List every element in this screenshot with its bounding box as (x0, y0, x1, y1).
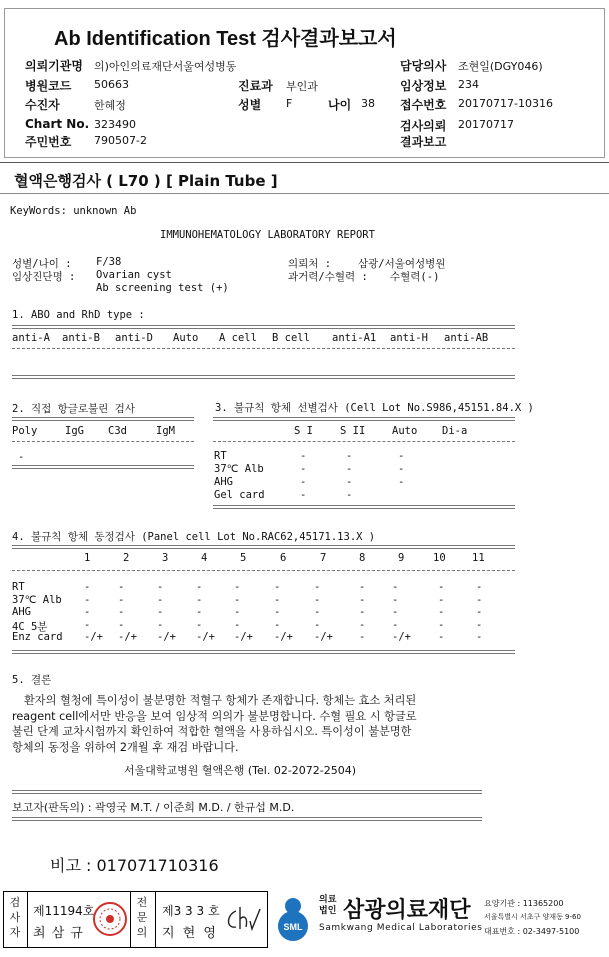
panel-cell: - (118, 606, 125, 618)
panel-cell: - (359, 581, 366, 593)
abo-column-header: A cell (219, 332, 257, 344)
panel-cell: - (118, 618, 125, 631)
dx-value-1: Ovarian cyst (96, 269, 172, 281)
panel-cell: -/+ (314, 631, 333, 643)
screen-cell: - (398, 476, 405, 488)
panel-column-header: 4 (201, 552, 208, 564)
panel-cell: - (234, 606, 241, 618)
abo-column-header: anti-AB (444, 332, 489, 344)
panel-cell: -/+ (196, 631, 215, 643)
abo-column-header: Auto (173, 332, 199, 344)
report-date-label: 결과보고 (400, 135, 447, 149)
panel-column-header: 9 (398, 552, 405, 564)
screen-cell: - (300, 476, 307, 488)
dept-value: 부인과 (286, 80, 318, 93)
panel-cell: - (476, 581, 483, 593)
chart-label: Chart No. (25, 117, 90, 131)
abo-column-header: anti-D (115, 332, 153, 344)
panel-cell: - (118, 593, 125, 606)
panel-cell: - (476, 593, 483, 606)
panel-cell: - (196, 581, 203, 593)
screen-row-label: 37℃ Alb (214, 463, 264, 475)
panel-column-header: 11 (472, 552, 485, 564)
s2-title: 2. 직접 항글로불린 검사 (12, 403, 135, 415)
corp-small: 의료법인 (319, 895, 337, 916)
age-value: 38 (361, 97, 375, 110)
panel-row-label: 37℃ Alb (12, 593, 62, 606)
lab-title: IMMUNOHEMATOLOGY LABORATORY REPORT (160, 229, 375, 241)
panel-cell: -/+ (274, 631, 293, 643)
screen-cell: - (300, 489, 307, 501)
abo-column-header: anti-B (62, 332, 100, 344)
s4-rule-mid (12, 570, 515, 571)
s3-rule-top (213, 417, 515, 421)
screen-column-header: S II (340, 425, 366, 437)
screen-cell: - (346, 489, 353, 501)
panel-cell: - (84, 593, 91, 606)
sex-value: F (286, 97, 293, 110)
panel-column-header: 1 (84, 552, 91, 564)
panel-cell: - (157, 606, 164, 618)
blood-bank: 서울대학교병원 혈액은행 (Tel. 02-2072-2504) (124, 764, 357, 777)
request-label: 검사의뢰 (400, 119, 447, 133)
screen-column-header: Auto (392, 425, 418, 437)
panel-row-label: Enz card (12, 631, 63, 643)
panel-cell: - (84, 581, 91, 593)
panel-cell: - (314, 606, 321, 618)
s4-title: 4. 불규칙 항체 동정검사 (Panel cell Lot No.RAC62,45171.13.X ) (12, 531, 376, 543)
abo-column-header: B cell (272, 332, 310, 344)
section-title: 혈액은행검사 ( L70 ) [ Plain Tube ] (14, 172, 278, 190)
panel-cell: - (438, 618, 445, 631)
conclusion-line: 환자의 혈청에 특이성이 불분명한 적혈구 항체가 존재합니다. 항체는 효소 처리된 (24, 694, 417, 707)
panel-cell: - (438, 593, 445, 606)
panel-cell: - (476, 606, 483, 618)
panel-column-header: 6 (280, 552, 287, 564)
receipt-label: 접수번호 (400, 98, 447, 112)
s1-rule-top (12, 325, 515, 329)
panel-cell: - (84, 618, 91, 631)
divider (27, 891, 28, 948)
panel-cell: - (359, 593, 366, 606)
panel-cell: - (438, 581, 445, 593)
dat-column-header: IgM (156, 425, 175, 437)
screen-column-header: S I (294, 425, 313, 437)
institution-value: 의)아인의료재단서울여성병동 (94, 60, 237, 73)
corp-name: 삼광의료재단 (343, 897, 471, 922)
screen-cell: - (300, 450, 307, 462)
panel-cell: - (314, 593, 321, 606)
dx-value-2: Ab screening test (+) (96, 282, 229, 294)
panel-cell: - (359, 618, 366, 631)
doctor-label: 담당의사 (400, 59, 447, 73)
examinee-value: 한혜정 (94, 99, 126, 112)
s1-title: 1. ABO and RhD type : (12, 309, 145, 321)
screen-cell: - (398, 450, 405, 462)
panel-cell: - (438, 631, 445, 643)
id-value: 790507-2 (94, 134, 147, 147)
screen-cell: - (398, 463, 405, 475)
reporter-rule-top (12, 790, 482, 794)
clinical-value: 234 (458, 78, 479, 91)
s3-title: 3. 불규칙 항체 선별검사 (Cell Lot No.S986,45151.84.X ) (215, 402, 534, 414)
panel-cell: - (476, 618, 483, 631)
s4-rule-bottom (12, 650, 515, 654)
panel-cell: - (359, 631, 366, 643)
panel-cell: - (196, 606, 203, 618)
screen-column-header: Di-a (442, 425, 468, 437)
logo-text: SML (283, 922, 303, 932)
panel-cell: -/+ (84, 631, 103, 643)
panel-cell: - (157, 593, 164, 606)
tester-name: 최 삼 규 (33, 926, 84, 941)
panel-cell: - (196, 593, 203, 606)
conclusion-text (12, 693, 417, 755)
screen-cell: - (300, 463, 307, 475)
sml-logo-icon (271, 894, 317, 944)
panel-cell: - (157, 618, 164, 631)
s3-rule-bottom (213, 505, 515, 509)
section-top-line (0, 162, 609, 163)
screen-cell: - (346, 476, 353, 488)
panel-cell: - (392, 606, 399, 618)
sexage-value: F/38 (96, 256, 122, 268)
screen-row-label: AHG (214, 476, 233, 488)
panel-cell: - (118, 581, 125, 593)
reg-no: 요양기관 : 11365200 (484, 899, 564, 908)
s5-title: 5. 결론 (12, 674, 52, 686)
hist-label: 과거력/수혈력 : (288, 271, 368, 283)
s2-value: - (18, 451, 25, 463)
doctor-value: 조현일(DGY046) (458, 60, 543, 73)
s2-rule-top (12, 417, 194, 421)
seal-stamp-icon (92, 901, 128, 937)
ref-value: 삼광/서울여성병원 (358, 258, 446, 270)
section-bottom-line (0, 193, 609, 194)
signature-icon (222, 901, 262, 935)
panel-cell: - (314, 618, 321, 631)
conclusion-line: 항체의 동정을 위하여 2개월 후 재검 바랍니다. (12, 740, 239, 754)
panel-cell: - (274, 593, 281, 606)
s1-rule-mid (12, 348, 515, 349)
panel-column-header: 2 (123, 552, 130, 564)
panel-cell: - (84, 606, 91, 618)
tester-no: 제11194호 (33, 904, 95, 918)
panel-cell: - (157, 581, 164, 593)
panel-cell: -/+ (118, 631, 137, 643)
abo-column-header: anti-A (12, 332, 50, 344)
institution-label: 의뢰기관명 (25, 59, 83, 73)
signature-stroke (229, 907, 261, 929)
specialist-name: 지 현 영 (162, 926, 218, 941)
s3-rule-mid (213, 441, 515, 442)
ref-label: 의뢰처 : (288, 258, 332, 270)
panel-row-label: AHG (12, 606, 31, 618)
panel-column-header: 7 (320, 552, 327, 564)
conclusion-line: 불린 단계 교차시험까지 확인하여 적합한 혈액을 사용하십시오. 특이성이 불분명한 (12, 725, 412, 738)
screen-cell: - (346, 463, 353, 475)
panel-column-header: 8 (359, 552, 366, 564)
request-value: 20170717 (458, 118, 514, 131)
panel-row-label: RT (12, 581, 25, 593)
keywords: KeyWords: unknown Ab (10, 205, 137, 217)
reporter: 보고자(판독의) : 곽영국 M.T. / 이준희 M.D. / 한규섭 M.D. (12, 801, 295, 814)
panel-cell: - (196, 618, 203, 631)
conclusion-line: reagent cell에서만 반응을 보여 임상적 의의가 불분명합니다. 수혈 필요 시 항글로 (12, 709, 417, 723)
examinee-label: 수진자 (25, 98, 60, 112)
hospital-code-label: 병원코드 (25, 79, 72, 93)
panel-cell: - (392, 581, 399, 593)
address: 서울특별시 서초구 양재동 9-60 (484, 913, 581, 921)
id-label: 주민번호 (25, 135, 72, 149)
abo-column-header: anti-H (390, 332, 428, 344)
panel-cell: - (438, 606, 445, 618)
dx-label: 임상진단명 : (12, 271, 76, 283)
chart-value: 323490 (94, 118, 136, 131)
panel-cell: - (234, 593, 241, 606)
panel-cell: - (234, 581, 241, 593)
specialist-label: 전문의 (136, 896, 148, 939)
screen-cell: - (346, 450, 353, 462)
panel-cell: -/+ (157, 631, 176, 643)
dat-column-header: IgG (65, 425, 84, 437)
panel-cell: - (274, 581, 281, 593)
panel-cell: - (359, 606, 366, 618)
panel-column-header: 10 (433, 552, 446, 564)
panel-cell: - (476, 631, 483, 643)
age-label: 나이 (328, 98, 352, 112)
hist-value: 수혈력(-) (390, 271, 440, 283)
panel-cell: - (314, 581, 321, 593)
specialist-no: 제3 3 3 호 (162, 904, 220, 918)
sex-label: 성별 (238, 98, 262, 112)
screen-row-label: RT (214, 450, 227, 462)
receipt-value: 20170717-10316 (458, 97, 553, 110)
divider (155, 891, 156, 948)
corp-eng: Samkwang Medical Laboratories (319, 923, 483, 933)
sexage-label: 성별/나이 : (12, 258, 72, 270)
note: 비고 : 017071710316 (50, 856, 219, 875)
dat-column-header: Poly (12, 425, 38, 437)
reporter-rule-bottom (12, 817, 482, 821)
dept-label: 진료과 (238, 79, 273, 93)
screen-row-label: Gel card (214, 489, 265, 501)
seal-center (106, 915, 114, 923)
panel-cell: -/+ (392, 631, 411, 643)
panel-cell: - (392, 593, 399, 606)
tester-label: 검사자 (9, 896, 21, 939)
divider (130, 891, 131, 948)
panel-cell: - (392, 618, 399, 631)
dat-column-header: C3d (108, 425, 127, 437)
s4-rule-top (12, 545, 515, 549)
panel-column-header: 3 (162, 552, 169, 564)
panel-row-label: 4C 5분 (12, 620, 48, 633)
phone: 대표번호 : 02-3497-5100 (484, 927, 580, 936)
panel-column-header: 5 (240, 552, 247, 564)
clinical-label: 임상정보 (400, 79, 447, 93)
panel-cell: - (234, 618, 241, 631)
s2-rule-bottom (12, 465, 194, 469)
panel-cell: - (274, 618, 281, 631)
s2-rule-mid (12, 441, 194, 442)
report-title: Ab Identification Test 검사결과보고서 (54, 28, 397, 50)
panel-cell: - (274, 606, 281, 618)
s1-rule-bottom (12, 375, 515, 379)
panel-cell: -/+ (234, 631, 253, 643)
hospital-code-value: 50663 (94, 78, 129, 91)
abo-column-header: anti-A1 (332, 332, 377, 344)
